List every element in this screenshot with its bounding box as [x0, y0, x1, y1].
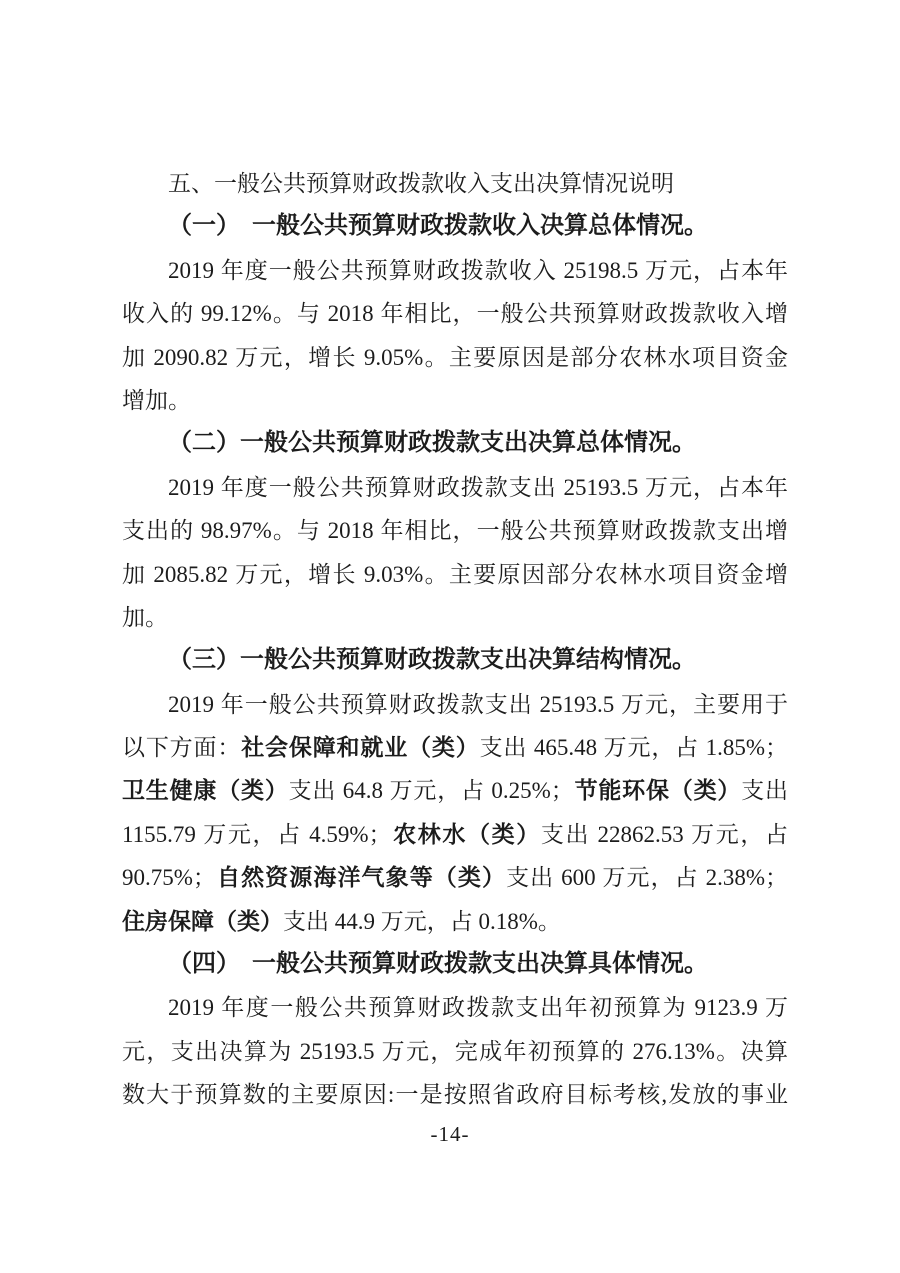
para-structure-line-3 [122, 769, 788, 812]
bold-text-segment: （二）一般公共预算财政拨款支出决算总体情况。 [168, 430, 696, 457]
text-segment: 支出 44.9 万元，占 0.18%。 [283, 908, 561, 934]
text-segment: 支出 22862.53 万元，占 [540, 821, 788, 847]
para-detail-line-3 [122, 1073, 788, 1116]
para-income-line-1 [122, 249, 788, 292]
bold-text-segment: 自然资源海洋气象等（类） [215, 865, 507, 891]
text-segment: 增加。 [122, 387, 191, 413]
document-body [122, 162, 788, 1117]
text-segment: 支出 [741, 778, 788, 804]
text-segment: 加 2085.82 万元，增长 9.03%。主要原因部分农林水项目资金增 [122, 561, 788, 587]
para-income-line-3 [122, 336, 788, 379]
text-segment: 加。 [122, 604, 168, 630]
bold-text-segment: 社会保障和就业（类） [241, 735, 480, 761]
bold-text-segment: （三）一般公共预算财政拨款支出决算结构情况。 [168, 647, 696, 674]
text-segment: 五、一般公共预算财政拨款收入支出决算情况说明 [168, 171, 674, 196]
para-structure-line-6 [122, 900, 788, 943]
text-segment: 以下方面： [122, 735, 242, 761]
heading-section-5-1 [122, 205, 788, 248]
heading-section-5 [122, 162, 788, 205]
para-expense-line-1 [122, 466, 788, 509]
heading-section-5-3 [122, 639, 788, 682]
para-structure-line-5 [122, 856, 788, 899]
para-income-line-2 [122, 292, 788, 335]
bold-text-segment: 农林水（类） [391, 821, 541, 847]
text-segment: 支出 600 万元，占 2.38%； [506, 865, 788, 891]
bold-text-segment: 卫生健康（类） [122, 778, 289, 804]
para-detail-line-1 [122, 986, 788, 1029]
para-structure-line-1 [122, 683, 788, 726]
text-segment: 2019 年度一般公共预算财政拨款收入 25198.5 万元，占本年 [168, 257, 788, 283]
heading-section-5-2 [122, 422, 788, 465]
text-segment: 收入的 99.12%。与 2018 年相比，一般公共预算财政拨款收入增 [122, 301, 788, 327]
para-structure-line-4 [122, 813, 788, 856]
text-segment: 支出 465.48 万元，占 1.85%； [479, 735, 788, 761]
text-segment: 支出 64.8 万元，占 0.25%； [288, 778, 574, 804]
para-income-line-4 [122, 379, 788, 422]
text-segment: 2019 年一般公共预算财政拨款支出 25193.5 万元，主要用于 [168, 691, 788, 717]
heading-section-5-4 [122, 943, 788, 986]
bold-text-segment: 住房保障（类） [122, 908, 283, 934]
text-segment: 2019 年度一般公共预算财政拨款支出年初预算为 9123.9 万 [168, 995, 788, 1021]
para-expense-line-4 [122, 596, 788, 639]
text-segment: 加 2090.82 万元，增长 9.05%。主要原因是部分农林水项目资金 [122, 344, 788, 370]
page-number: -14- [430, 1122, 470, 1146]
text-segment: 1155.79 万元，占 4.59%； [122, 821, 392, 847]
para-detail-line-2 [122, 1030, 788, 1073]
bold-text-segment: （一） 一般公共预算财政拨款收入决算总体情况。 [168, 213, 708, 240]
text-segment: 数大于预算数的主要原因:一是按照省政府目标考核,发放的事业 [122, 1082, 788, 1108]
bold-text-segment: （四） 一般公共预算财政拨款支出决算具体情况。 [168, 951, 708, 978]
text-segment: 支出的 98.97%。与 2018 年相比，一般公共预算财政拨款支出增 [122, 518, 788, 544]
text-segment: 2019 年度一般公共预算财政拨款支出 25193.5 万元，占本年 [168, 474, 788, 500]
bold-text-segment: 节能环保（类） [573, 778, 742, 804]
para-expense-line-2 [122, 509, 788, 552]
para-expense-line-3 [122, 553, 788, 596]
text-segment: 元，支出决算为 25193.5 万元，完成年初预算的 276.13%。决算 [122, 1038, 788, 1064]
text-segment: 90.75%； [122, 865, 216, 891]
para-structure-line-2 [122, 726, 788, 769]
